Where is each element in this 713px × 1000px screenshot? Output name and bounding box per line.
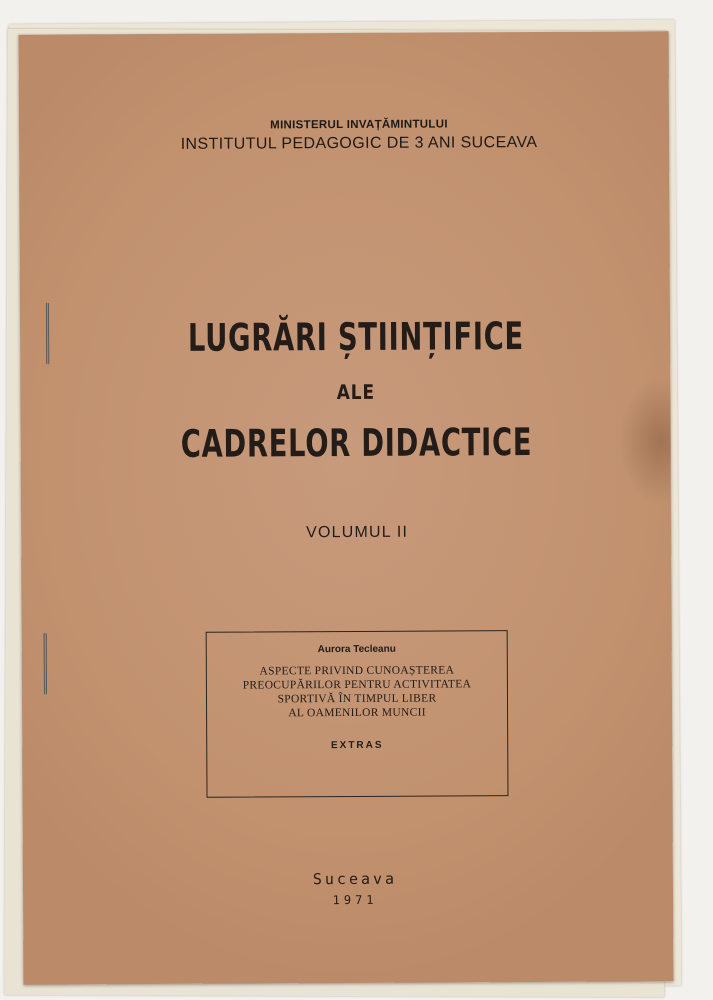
publication-year: 1971 [332, 892, 378, 908]
extract-author: Aurora Tecleanu [317, 643, 396, 656]
title-line-1: LUGRĂRI ȘTIINȚIFICE [187, 314, 525, 360]
title-line-2: ALE [336, 379, 375, 405]
publication-city: Suceava [312, 869, 398, 889]
extract-article-title [207, 663, 507, 721]
staple-bottom [44, 633, 47, 695]
extract-label: EXTRAS [330, 739, 384, 752]
extract-box [206, 630, 509, 798]
volume-label: VOLUMUL II [306, 523, 409, 542]
title-line-3: CADRELOR DIDACTICE [180, 420, 533, 466]
booklet-cover [19, 31, 674, 984]
extract-title-line: ASPECTE PRIVIND CUNOAȘTEREA [259, 664, 455, 678]
extract-title-line: PREOCUPĂRILOR PENTRU ACTIVITATEA [242, 678, 472, 692]
extract-title-line: AL OAMENILOR MUNCII [288, 706, 426, 720]
institute-heading: INSTITUTUL PEDAGOGIC DE 3 ANI SUCEAVA [180, 133, 538, 153]
staple-top [46, 303, 49, 365]
ministry-heading: MINISTERUL INVAȚĂMINTULUI [270, 118, 448, 132]
extract-title-line: SPORTIVĂ ÎN TIMPUL LIBER [277, 692, 437, 706]
